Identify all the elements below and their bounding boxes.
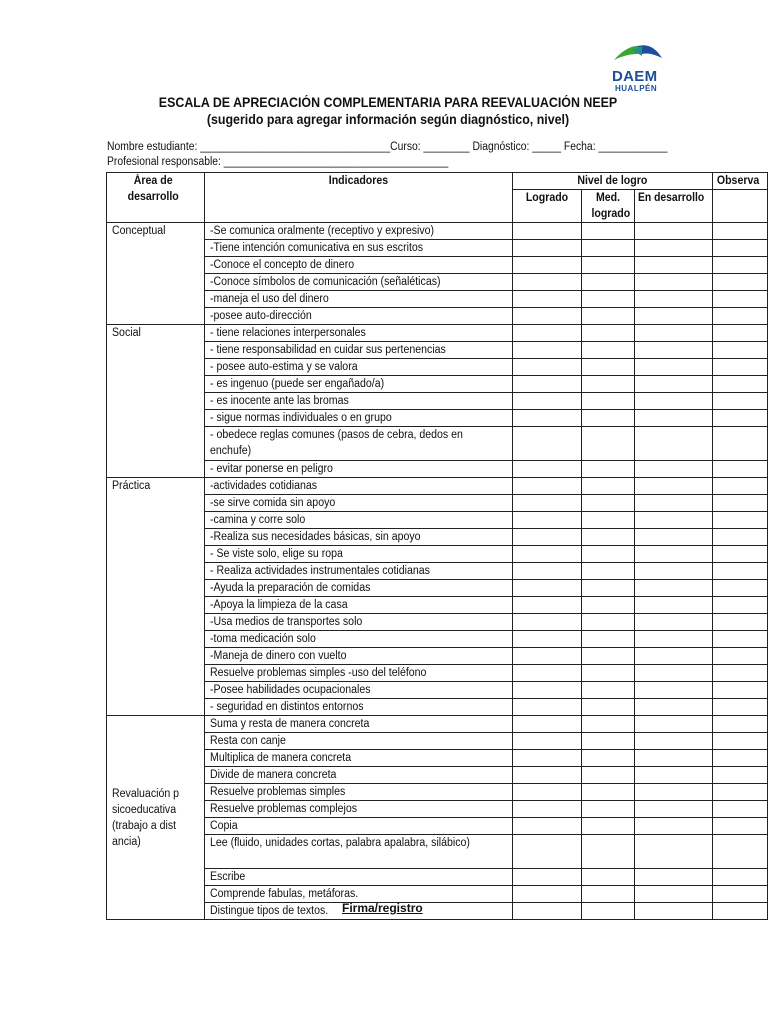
- indicator-text: -se sirve comida sin apoyo: [210, 497, 336, 509]
- table-row: [107, 750, 768, 767]
- logrado-cell[interactable]: [512, 597, 581, 614]
- en-desarrollo-cell[interactable]: [635, 529, 713, 546]
- en-desarrollo-cell[interactable]: [635, 427, 713, 461]
- indicator-text: - evitar ponerse en peligro: [210, 463, 333, 475]
- observaciones-cell[interactable]: [712, 699, 767, 716]
- med-logrado-cell[interactable]: [581, 359, 634, 376]
- en-desarrollo-cell[interactable]: [635, 325, 713, 342]
- en-desarrollo-cell[interactable]: [635, 546, 713, 563]
- firma-registro: Firma/registro: [342, 901, 423, 915]
- header-observaciones: Observa: [712, 173, 767, 190]
- med-logrado-cell[interactable]: [581, 648, 634, 665]
- med-logrado-cell[interactable]: [581, 257, 634, 274]
- observaciones-cell[interactable]: [712, 801, 767, 818]
- table-row: [107, 597, 768, 614]
- logrado-cell[interactable]: [512, 478, 581, 495]
- indicator-text: -posee auto-dirección: [210, 310, 312, 322]
- indicator-cell: [205, 410, 513, 427]
- header-med-logrado: Med. logrado: [581, 190, 634, 223]
- logrado-cell[interactable]: [512, 869, 581, 886]
- table-row: [107, 767, 768, 784]
- table-row: [107, 903, 768, 920]
- observaciones-cell[interactable]: [712, 546, 767, 563]
- indicator-cell: [205, 716, 513, 733]
- med-logrado-cell[interactable]: [581, 240, 634, 257]
- table-row: [107, 716, 768, 733]
- indicator-cell: [205, 325, 513, 342]
- observaciones-cell[interactable]: [712, 410, 767, 427]
- en-desarrollo-cell[interactable]: [635, 376, 713, 393]
- logrado-cell[interactable]: [512, 682, 581, 699]
- table-row: [107, 291, 768, 308]
- logrado-cell[interactable]: [512, 325, 581, 342]
- indicator-cell: [205, 869, 513, 886]
- logrado-cell[interactable]: [512, 410, 581, 427]
- observaciones-cell[interactable]: [712, 767, 767, 784]
- table-row: [107, 869, 768, 886]
- indicator-cell: [205, 614, 513, 631]
- logrado-cell[interactable]: [512, 580, 581, 597]
- en-desarrollo-cell[interactable]: [635, 648, 713, 665]
- en-desarrollo-cell[interactable]: [635, 903, 713, 920]
- observaciones-cell[interactable]: [712, 512, 767, 529]
- med-logrado-cell[interactable]: [581, 886, 634, 903]
- indicator-cell: [205, 427, 513, 461]
- indicator-cell: [205, 359, 513, 376]
- area-cell: [107, 716, 205, 920]
- med-logrado-cell[interactable]: [581, 716, 634, 733]
- en-desarrollo-cell[interactable]: [635, 699, 713, 716]
- table-row: [107, 546, 768, 563]
- logrado-cell[interactable]: [512, 750, 581, 767]
- indicator-text: - Realiza actividades instrumentales cotidianas: [210, 565, 430, 577]
- indicator-text: Distingue tipos de textos.: [210, 905, 329, 917]
- med-logrado-cell[interactable]: [581, 835, 634, 869]
- indicator-cell: [205, 631, 513, 648]
- en-desarrollo-cell[interactable]: [635, 461, 713, 478]
- table-row: [107, 733, 768, 750]
- en-desarrollo-cell[interactable]: [635, 716, 713, 733]
- observaciones-cell[interactable]: [712, 580, 767, 597]
- logrado-cell[interactable]: [512, 614, 581, 631]
- indicator-cell: [205, 750, 513, 767]
- med-logrado-cell[interactable]: [581, 563, 634, 580]
- logrado-cell[interactable]: [512, 767, 581, 784]
- en-desarrollo-cell[interactable]: [635, 886, 713, 903]
- indicator-text: -Posee habilidades ocupacionales: [210, 684, 371, 696]
- en-desarrollo-cell[interactable]: [635, 614, 713, 631]
- en-desarrollo-cell[interactable]: [635, 223, 713, 240]
- med-logrado-cell[interactable]: [581, 274, 634, 291]
- table-row: [107, 682, 768, 699]
- observaciones-cell[interactable]: [712, 818, 767, 835]
- area-label: Práctica: [112, 480, 151, 492]
- med-logrado-cell[interactable]: [581, 767, 634, 784]
- table-row: [107, 529, 768, 546]
- table-row: [107, 393, 768, 410]
- observaciones-cell[interactable]: [712, 495, 767, 512]
- en-desarrollo-cell[interactable]: [635, 240, 713, 257]
- med-logrado-cell[interactable]: [581, 427, 634, 461]
- observaciones-cell[interactable]: [712, 376, 767, 393]
- indicator-text: -camina y corre solo: [210, 514, 306, 526]
- indicator-cell: [205, 682, 513, 699]
- logo-mark-icon: [608, 40, 668, 70]
- indicator-cell: [205, 495, 513, 512]
- observaciones-cell[interactable]: [712, 427, 767, 461]
- observaciones-cell[interactable]: [712, 325, 767, 342]
- table-row: [107, 495, 768, 512]
- en-desarrollo-cell[interactable]: [635, 835, 713, 869]
- logrado-cell[interactable]: [512, 903, 581, 920]
- indicator-cell: [205, 461, 513, 478]
- logrado-cell[interactable]: [512, 733, 581, 750]
- observaciones-cell[interactable]: [712, 529, 767, 546]
- table-row: [107, 376, 768, 393]
- en-desarrollo-cell[interactable]: [635, 784, 713, 801]
- logrado-cell[interactable]: [512, 308, 581, 325]
- indicator-text: -Realiza sus necesidades básicas, sin apoyo: [210, 531, 421, 543]
- indicator-text: -Ayuda la preparación de comidas: [210, 582, 371, 594]
- indicator-text: Divide de manera concreta: [210, 769, 337, 781]
- area-label: Revaluación psicoeducativa (trabajo a distancia): [112, 787, 180, 848]
- indicator-cell: [205, 257, 513, 274]
- table-row: [107, 410, 768, 427]
- logrado-cell[interactable]: [512, 274, 581, 291]
- indicator-cell: [205, 767, 513, 784]
- indicator-text: -actividades cotidianas: [210, 480, 318, 492]
- med-logrado-cell[interactable]: [581, 529, 634, 546]
- logrado-cell[interactable]: [512, 240, 581, 257]
- logrado-cell[interactable]: [512, 512, 581, 529]
- en-desarrollo-cell[interactable]: [635, 682, 713, 699]
- observaciones-cell[interactable]: [712, 563, 767, 580]
- observaciones-cell[interactable]: [712, 274, 767, 291]
- table-row: [107, 648, 768, 665]
- med-logrado-cell[interactable]: [581, 682, 634, 699]
- area-cell: [107, 325, 205, 478]
- indicator-text: -Conoce símbolos de comunicación (señaléticas): [210, 276, 441, 288]
- table-row: [107, 631, 768, 648]
- header-area: Área de desarrollo: [107, 173, 205, 223]
- observaciones-cell[interactable]: [712, 240, 767, 257]
- logrado-cell[interactable]: [512, 801, 581, 818]
- med-logrado-cell[interactable]: [581, 903, 634, 920]
- en-desarrollo-cell[interactable]: [635, 291, 713, 308]
- en-desarrollo-cell[interactable]: [635, 478, 713, 495]
- table-row: [107, 614, 768, 631]
- indicator-cell: [205, 648, 513, 665]
- indicator-cell: [205, 665, 513, 682]
- indicator-cell: [205, 240, 513, 257]
- en-desarrollo-cell[interactable]: [635, 733, 713, 750]
- indicator-text: - tiene relaciones interpersonales: [210, 327, 366, 339]
- med-logrado-cell[interactable]: [581, 478, 634, 495]
- en-desarrollo-cell[interactable]: [635, 801, 713, 818]
- indicator-text: -Apoya la limpieza de la casa: [210, 599, 348, 611]
- logrado-cell[interactable]: [512, 393, 581, 410]
- med-logrado-cell[interactable]: [581, 495, 634, 512]
- indicator-cell: [205, 801, 513, 818]
- observaciones-cell[interactable]: [712, 716, 767, 733]
- area-cell: [107, 223, 205, 325]
- logrado-cell[interactable]: [512, 563, 581, 580]
- med-logrado-cell[interactable]: [581, 818, 634, 835]
- header-observaciones-sub: [712, 190, 767, 223]
- logrado-cell[interactable]: [512, 699, 581, 716]
- table-row: [107, 257, 768, 274]
- indicator-cell: [205, 835, 513, 869]
- observaciones-cell[interactable]: [712, 223, 767, 240]
- indicator-cell: [205, 308, 513, 325]
- assessment-table: [106, 172, 768, 920]
- observaciones-cell[interactable]: [712, 478, 767, 495]
- en-desarrollo-cell[interactable]: [635, 342, 713, 359]
- indicator-text: - sigue normas individuales o en grupo: [210, 412, 392, 424]
- table-row: [107, 342, 768, 359]
- indicator-text: - posee auto-estima y se valora: [210, 361, 358, 373]
- indicator-cell: [205, 274, 513, 291]
- student-info-line: Nombre estudiante: _________________________________Curso: ________ Diagnóstico: _____ Fecha: ____________: [107, 141, 668, 153]
- en-desarrollo-cell[interactable]: [635, 410, 713, 427]
- observaciones-cell[interactable]: [712, 631, 767, 648]
- med-logrado-cell[interactable]: [581, 597, 634, 614]
- med-logrado-cell[interactable]: [581, 750, 634, 767]
- observaciones-cell[interactable]: [712, 257, 767, 274]
- med-logrado-cell[interactable]: [581, 580, 634, 597]
- logrado-cell[interactable]: [512, 376, 581, 393]
- en-desarrollo-cell[interactable]: [635, 818, 713, 835]
- observaciones-cell[interactable]: [712, 750, 767, 767]
- indicator-text: Copia: [210, 820, 238, 832]
- med-logrado-cell[interactable]: [581, 325, 634, 342]
- logrado-cell[interactable]: [512, 648, 581, 665]
- med-logrado-cell[interactable]: [581, 342, 634, 359]
- logrado-cell[interactable]: [512, 818, 581, 835]
- table-row: [107, 580, 768, 597]
- indicator-cell: [205, 784, 513, 801]
- logo-text-hualpen: HUALPÉN: [615, 84, 658, 93]
- indicator-cell: [205, 291, 513, 308]
- med-logrado-cell[interactable]: [581, 665, 634, 682]
- indicator-text: Resuelve problemas simples -uso del teléfono: [210, 667, 427, 679]
- observaciones-cell[interactable]: [712, 614, 767, 631]
- indicator-text: -Tiene intención comunicativa en sus escritos: [210, 242, 424, 254]
- logrado-cell[interactable]: [512, 631, 581, 648]
- med-logrado-cell[interactable]: [581, 614, 634, 631]
- indicator-cell: [205, 733, 513, 750]
- table-row: [107, 274, 768, 291]
- indicator-text: - Se viste solo, elige su ropa: [210, 548, 343, 560]
- indicator-text: -Maneja de dinero con vuelto: [210, 650, 347, 662]
- professional-line: Profesional responsable: _______________________________________: [107, 156, 449, 168]
- observaciones-cell[interactable]: [712, 597, 767, 614]
- observaciones-cell[interactable]: [712, 869, 767, 886]
- table-row: [107, 818, 768, 835]
- logrado-cell[interactable]: [512, 257, 581, 274]
- indicator-text: - tiene responsabilidad en cuidar sus pertenencias: [210, 344, 446, 356]
- indicator-text: Lee (fluido, unidades cortas, palabra apalabra, silábico): [210, 837, 470, 849]
- indicator-cell: [205, 393, 513, 410]
- med-logrado-cell[interactable]: [581, 869, 634, 886]
- en-desarrollo-cell[interactable]: [635, 512, 713, 529]
- indicator-text: -Usa medios de transportes solo: [210, 616, 363, 628]
- logrado-cell[interactable]: [512, 716, 581, 733]
- med-logrado-cell[interactable]: [581, 291, 634, 308]
- logrado-cell[interactable]: [512, 223, 581, 240]
- indicator-text: - seguridad en distintos entornos: [210, 701, 364, 713]
- med-logrado-cell[interactable]: [581, 410, 634, 427]
- logrado-cell[interactable]: [512, 665, 581, 682]
- area-cell: [107, 478, 205, 716]
- indicator-text: Resuelve problemas simples: [210, 786, 346, 798]
- indicator-text: Resuelve problemas complejos: [210, 803, 358, 815]
- logrado-cell[interactable]: [512, 461, 581, 478]
- med-logrado-cell[interactable]: [581, 546, 634, 563]
- indicator-cell: [205, 223, 513, 240]
- logrado-cell[interactable]: [512, 546, 581, 563]
- indicator-text: - obedece reglas comunes (pasos de cebra, dedos en enchufe): [210, 429, 463, 457]
- med-logrado-cell[interactable]: [581, 223, 634, 240]
- en-desarrollo-cell[interactable]: [635, 308, 713, 325]
- table-row: [107, 512, 768, 529]
- med-logrado-cell[interactable]: [581, 631, 634, 648]
- observaciones-cell[interactable]: [712, 784, 767, 801]
- indicator-cell: [205, 580, 513, 597]
- logrado-cell[interactable]: [512, 359, 581, 376]
- indicator-cell: [205, 563, 513, 580]
- indicator-text: -Se comunica oralmente (receptivo y expresivo): [210, 225, 435, 237]
- observaciones-cell[interactable]: [712, 733, 767, 750]
- table-row: [107, 665, 768, 682]
- med-logrado-cell[interactable]: [581, 512, 634, 529]
- med-logrado-cell[interactable]: [581, 393, 634, 410]
- observaciones-cell[interactable]: [712, 342, 767, 359]
- table-row: [107, 427, 768, 461]
- indicator-cell: [205, 529, 513, 546]
- observaciones-cell[interactable]: [712, 665, 767, 682]
- logrado-cell[interactable]: [512, 784, 581, 801]
- table-row: [107, 478, 768, 495]
- indicator-cell: [205, 818, 513, 835]
- indicator-cell: [205, 512, 513, 529]
- en-desarrollo-cell[interactable]: [635, 563, 713, 580]
- logrado-cell[interactable]: [512, 886, 581, 903]
- header-indicadores: Indicadores: [205, 173, 513, 223]
- indicator-text: Comprende fabulas, metáforas.: [210, 888, 359, 900]
- en-desarrollo-cell[interactable]: [635, 597, 713, 614]
- table-row: [107, 359, 768, 376]
- table-row: [107, 886, 768, 903]
- header-en-desarrollo: En desarrollo: [635, 190, 713, 223]
- en-desarrollo-cell[interactable]: [635, 767, 713, 784]
- med-logrado-cell[interactable]: [581, 733, 634, 750]
- indicator-text: -maneja el uso del dinero: [210, 293, 329, 305]
- table-row: [107, 308, 768, 325]
- en-desarrollo-cell[interactable]: [635, 495, 713, 512]
- indicator-text: - es ingenuo (puede ser engañado/a): [210, 378, 385, 390]
- en-desarrollo-cell[interactable]: [635, 274, 713, 291]
- table-row: [107, 223, 768, 240]
- indicator-text: Multiplica de manera concreta: [210, 752, 352, 764]
- observaciones-cell[interactable]: [712, 359, 767, 376]
- table-row: [107, 835, 768, 869]
- indicator-cell: [205, 478, 513, 495]
- observaciones-cell[interactable]: [712, 291, 767, 308]
- logrado-cell[interactable]: [512, 529, 581, 546]
- indicator-cell: [205, 597, 513, 614]
- observaciones-cell[interactable]: [712, 903, 767, 920]
- observaciones-cell[interactable]: [712, 308, 767, 325]
- logo-text-daem: DAEM: [612, 68, 658, 85]
- en-desarrollo-cell[interactable]: [635, 393, 713, 410]
- med-logrado-cell[interactable]: [581, 784, 634, 801]
- logrado-cell[interactable]: [512, 342, 581, 359]
- indicator-text: Resta con canje: [210, 735, 286, 747]
- med-logrado-cell[interactable]: [581, 376, 634, 393]
- table-row: [107, 461, 768, 478]
- indicator-text: -toma medicación solo: [210, 633, 316, 645]
- med-logrado-cell[interactable]: [581, 699, 634, 716]
- en-desarrollo-cell[interactable]: [635, 580, 713, 597]
- indicator-cell: [205, 376, 513, 393]
- table-row: [107, 563, 768, 580]
- en-desarrollo-cell[interactable]: [635, 750, 713, 767]
- en-desarrollo-cell[interactable]: [635, 665, 713, 682]
- indicator-text: - es inocente ante las bromas: [210, 395, 349, 407]
- table-row: [107, 240, 768, 257]
- observaciones-cell[interactable]: [712, 886, 767, 903]
- observaciones-cell[interactable]: [712, 461, 767, 478]
- med-logrado-cell[interactable]: [581, 461, 634, 478]
- area-label: Social: [112, 327, 141, 339]
- table-row: [107, 801, 768, 818]
- en-desarrollo-cell[interactable]: [635, 631, 713, 648]
- indicator-cell: [205, 546, 513, 563]
- indicator-text: Escribe: [210, 871, 246, 883]
- en-desarrollo-cell[interactable]: [635, 869, 713, 886]
- med-logrado-cell[interactable]: [581, 801, 634, 818]
- observaciones-cell[interactable]: [712, 648, 767, 665]
- header-nivel-logro: Nivel de logro: [512, 173, 712, 190]
- table-row: [107, 325, 768, 342]
- logrado-cell[interactable]: [512, 835, 581, 869]
- table-row: [107, 784, 768, 801]
- en-desarrollo-cell[interactable]: [635, 257, 713, 274]
- observaciones-cell[interactable]: [712, 393, 767, 410]
- indicator-cell: [205, 342, 513, 359]
- indicator-cell: [205, 886, 513, 903]
- indicator-text: Suma y resta de manera concreta: [210, 718, 370, 730]
- logrado-cell[interactable]: [512, 495, 581, 512]
- en-desarrollo-cell[interactable]: [635, 359, 713, 376]
- table-row: [107, 699, 768, 716]
- logrado-cell[interactable]: [512, 427, 581, 461]
- header-logrado: Logrado: [512, 190, 581, 223]
- indicator-cell: [205, 699, 513, 716]
- observaciones-cell[interactable]: [712, 682, 767, 699]
- logrado-cell[interactable]: [512, 291, 581, 308]
- med-logrado-cell[interactable]: [581, 308, 634, 325]
- observaciones-cell[interactable]: [712, 835, 767, 869]
- document-title: ESCALA DE APRECIACIÓN COMPLEMENTARIA PARA REEVALUACIÓN NEEP (sugerido para agregar información según diagnóstico, nivel): [158, 95, 618, 127]
- indicator-text: -Conoce el concepto de dinero: [210, 259, 355, 271]
- area-label: Conceptual: [112, 225, 166, 237]
